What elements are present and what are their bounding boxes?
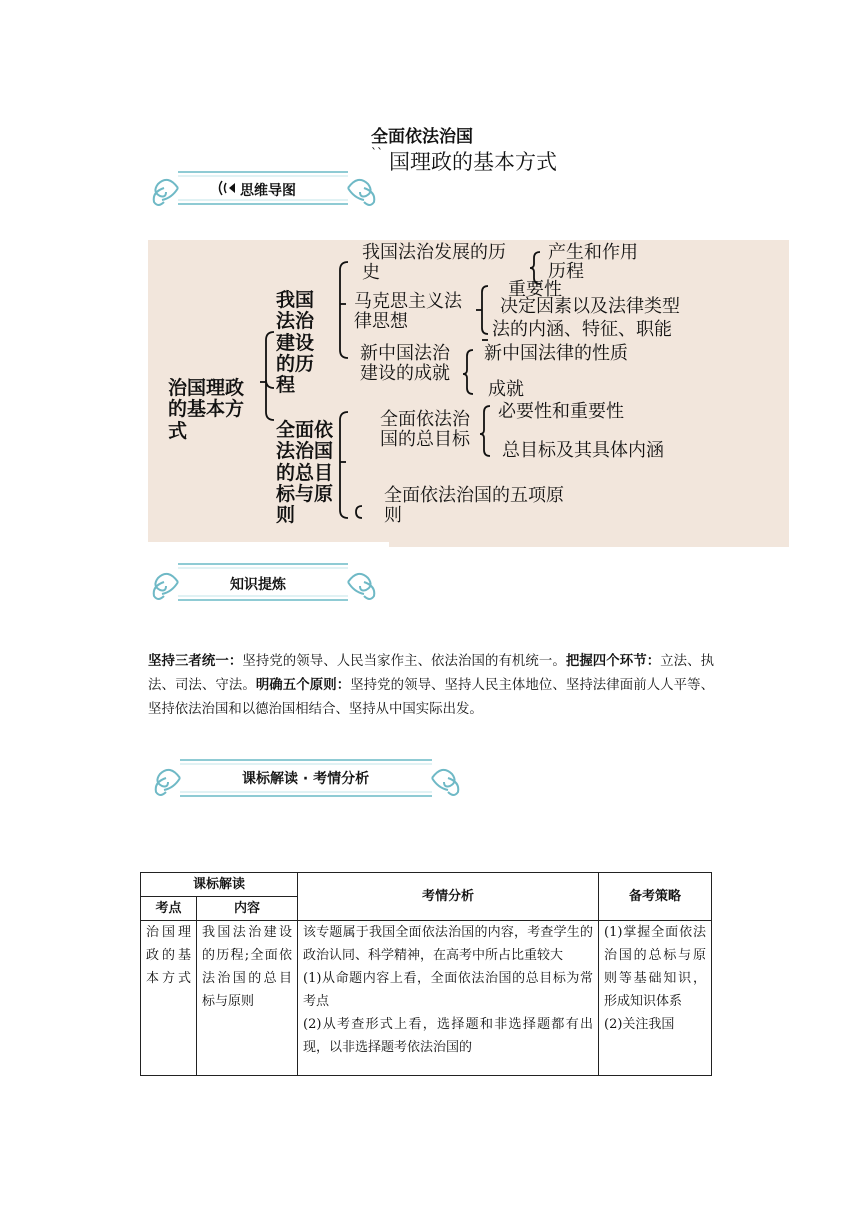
mindmap-leaf-course: 历程 [548,261,584,282]
point-text-principles: 坚持党的领导、坚持人民主体地位、坚持法律面前人人平等、坚持依法治国和以德治国相结合、坚持从中国实际出发。 [148,678,715,717]
point-text-links: 立法、执法、司法、守法。 [148,654,715,693]
analysis-item-2: (2)从考查形式上看，选择题和非选择题都有出现，以非选择题考依法治国的 [303,1017,593,1055]
mindmap-leaf-necessity: 必要性和重要性 [498,401,624,422]
cell-point-text: 治国理政的基本方式 [146,925,191,986]
analysis-intro: 该专题属于我国全面依法治国的内容，考查学生的政治认同、科学精神，在高考中所占比重较大 [303,925,593,963]
knowledge-label: 知识提炼 [230,577,286,593]
mindmap-image [148,240,789,547]
mindmap-leaf-connotation: 法的内涵、特征、职能 [492,319,672,340]
strategy-item-1: (1)掌握全面依法治国的总标与原则等基础知识，形成知识体系 [604,925,706,1009]
table-row [141,921,712,1076]
cell-point [141,921,197,1076]
table-header-strategy: 备考策略 [599,873,712,921]
cell-analysis [298,921,599,1076]
mindmap-node-newchina: 新中国法治建设的成就 [360,343,450,385]
table-header-point: 考点 [141,897,197,921]
table-header-content: 内容 [197,897,298,921]
page-subtitle [371,146,557,176]
strategy-item-2: (2)关注我国 [604,1017,675,1032]
mindmap-node-goal: 全面依法治国的总目标 [380,409,470,451]
page-title: 全面依法治国 [371,127,473,147]
mindmap-leaf-goal-content: 总目标及其具体内涵 [502,440,664,461]
curriculum-banner [150,752,462,804]
mindmap-branch-goal: 全面依法治国的总目标与原则 [276,419,334,527]
mindmap-banner [148,162,380,214]
mindmap-node-history: 我国法治发展的历史 [362,242,506,284]
sound-icon [218,179,240,197]
mindmap-leaf-achievement: 成就 [488,379,524,400]
table-header-analysis: 考情分析 [298,873,599,921]
mindmap-label: 思维导图 [240,183,296,199]
cell-content [197,921,298,1076]
subtitle-text: 国理政的基本方式 [389,150,557,174]
knowledge-banner [148,556,380,608]
analysis-item-1: (1)从命题内容上看，全面依法治国的总目标为常考点 [303,971,593,1009]
mindmap-leaf-nature: 新中国法律的性质 [484,343,628,364]
mindmap-leaf-factors: 决定因素以及法律类型 [500,296,680,317]
point-label-links: 把握四个环节： [565,654,661,669]
mindmap-root: 治国理政的基本方式 [168,377,245,442]
mindmap-node-marx: 马克思主义法律思想 [354,291,462,333]
point-label-unity: 坚持三者统一： [148,654,243,669]
cell-content-text: 我国法治建设的历程;全面依法治国的总目标与原则 [202,925,292,1009]
point-text-unity: 坚持党的领导、人民当家作主、依法治国的有机统一。 [242,654,566,669]
mindmap-leaf-origin: 产生和作用 [548,242,638,263]
mindmap-branch-history: 我国法治建设的历程 [276,289,315,397]
exam-analysis-table [140,872,712,1076]
curriculum-label: 课标解读 · 考情分析 [242,771,370,787]
mindmap-node-principles: 全面依法治国的五项原则 [384,485,564,527]
point-label-principles: 明确五个原则： [255,678,351,693]
subtitle-marks: `` [371,146,383,160]
mindmap-leaf-importance: 重要性 [508,279,562,300]
knowledge-paragraph [148,650,714,722]
table-header-curriculum: 课标解读 [141,873,298,897]
cell-strategy [599,921,712,1076]
